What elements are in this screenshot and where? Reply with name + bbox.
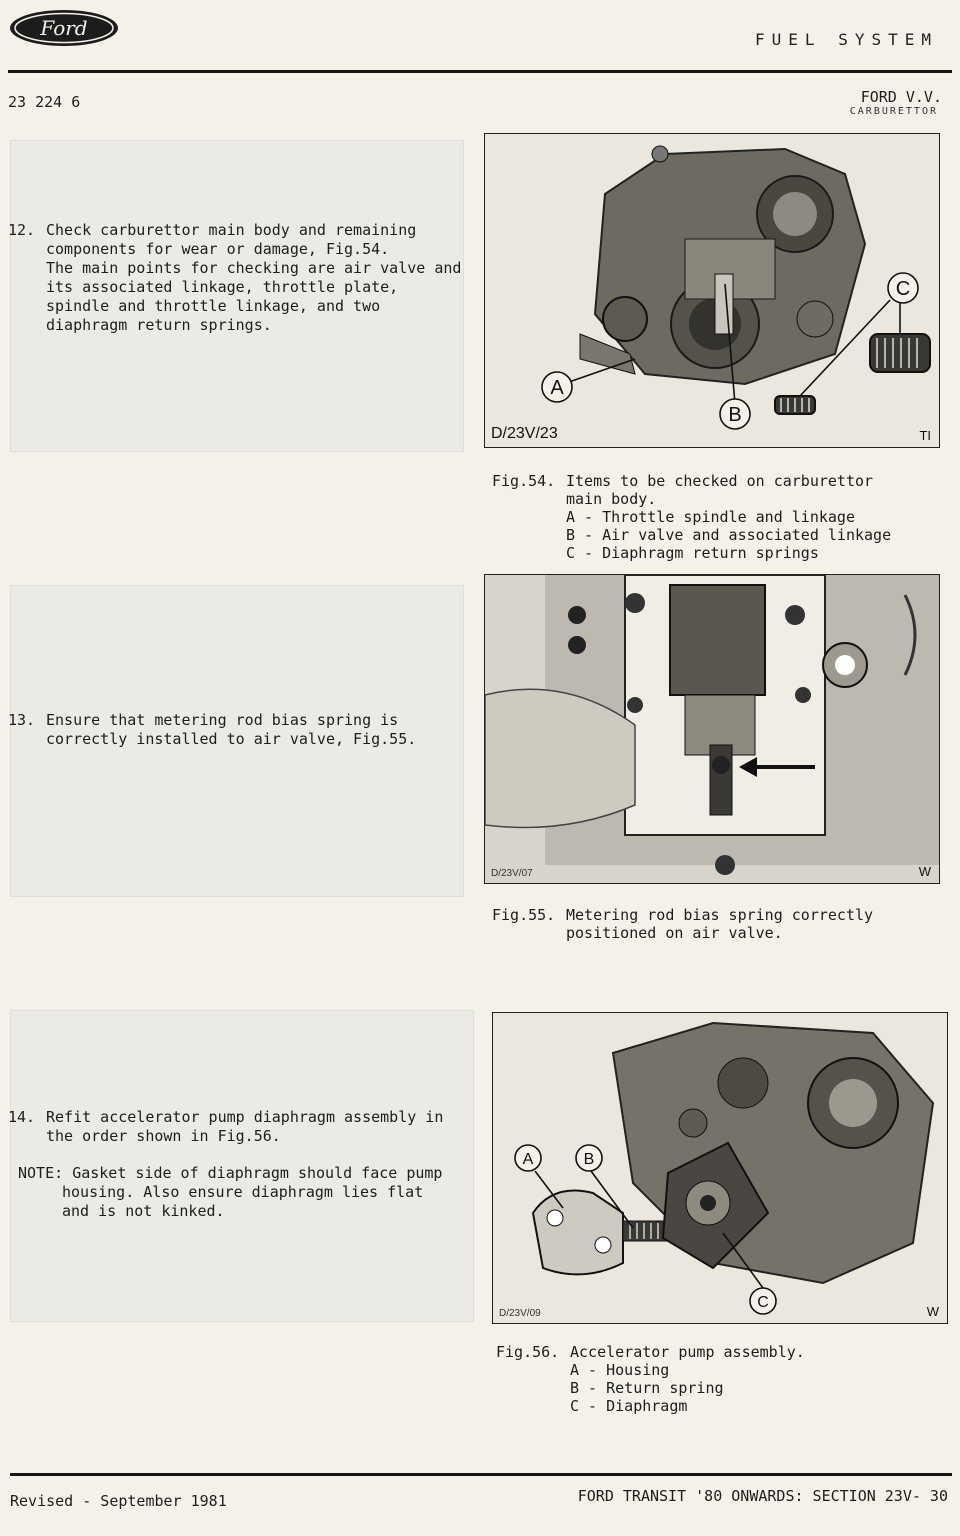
step-number: 14. [8,1108,36,1126]
note [18,1164,442,1221]
caption-line: Accelerator pump assembly. [570,1343,805,1361]
figure-54-image [484,133,940,448]
figure-mark: TI [919,428,931,443]
caption-label: Fig.54. [492,472,556,490]
callout-a-label: A [522,1151,534,1168]
brand-subtitle: CARBURETTOR [849,106,938,114]
brand-title: FORD V.V. [860,88,942,106]
footer-rule [10,1473,952,1476]
step-line: Ensure that metering rod bias spring is [46,711,399,729]
step-12 [8,221,461,335]
caption-line: positioned on air valve. [566,924,783,942]
callout-c-label: C [757,1294,769,1311]
figure-55-image [484,574,940,884]
ford-logo [8,8,120,48]
logo-text: Ford [40,16,88,40]
step-line: Check carburettor main body and remaining [46,221,417,239]
callout-a-label: A [550,377,564,399]
step-14 [8,1108,443,1146]
step-number: 13. [8,711,36,729]
figure-56-caption [496,1343,805,1415]
step-line: its associated linkage, throttle plate, [46,278,399,296]
note-line: and is not kinked. [62,1202,225,1220]
figure-code: D/23V/07 [491,868,533,879]
step-line: correctly installed to air valve, Fig.55. [46,730,417,748]
caption-label: Fig.56. [496,1343,560,1361]
accelerator-pump-illustration [493,1013,947,1323]
section-title: FUEL SYSTEM [755,30,938,49]
caption-line: C - Diaphragm [570,1397,688,1415]
caption-line: Items to be checked on carburettor [566,472,874,490]
section-reference: FORD TRANSIT '80 ONWARDS: SECTION 23V- 30 [577,1487,948,1505]
caption-line: A - Throttle spindle and linkage [566,508,855,526]
callout-b-label: B [728,404,742,426]
header-rule [8,70,952,73]
figure-55-caption [492,906,873,942]
note-line: housing. Also ensure diaphragm lies flat [62,1183,424,1201]
figure-mark: W [918,864,931,879]
metering-rod-illustration [485,575,939,883]
step-line: diaphragm return springs. [46,316,272,334]
callout-b-label: B [583,1151,595,1168]
caption-line: B - Return spring [570,1379,724,1397]
step-number: 12. [8,221,36,239]
doc-number: 23 224 6 [8,93,81,111]
revision-date: Revised - September 1981 [10,1492,227,1510]
figure-56-image [492,1012,948,1324]
step-line: Refit accelerator pump diaphragm assembly in [46,1108,444,1126]
note-line: Gasket side of diaphragm should face pump [72,1164,443,1182]
step-line: The main points for checking are air valve and [46,259,462,277]
note-label: NOTE: [18,1164,64,1182]
caption-label: Fig.55. [492,906,556,924]
figure-mark: W [926,1304,939,1319]
step-line: components for wear or damage, Fig.54. [46,240,390,258]
carburettor-body-illustration [485,134,939,447]
figure-54-caption [492,472,891,562]
caption-line: A - Housing [570,1361,670,1379]
caption-line: main body. [566,490,657,508]
caption-line: C - Diaphragm return springs [566,544,819,562]
step-line: the order shown in Fig.56. [46,1127,281,1145]
figure-code: D/23V/09 [499,1308,541,1319]
figure-code: D/23V/23 [491,425,558,442]
step-13 [8,711,416,749]
caption-line: Metering rod bias spring correctly [566,906,874,924]
callout-c-label: C [895,278,911,300]
step-line: spindle and throttle linkage, and two [46,297,381,315]
caption-line: B - Air valve and associated linkage [566,526,892,544]
